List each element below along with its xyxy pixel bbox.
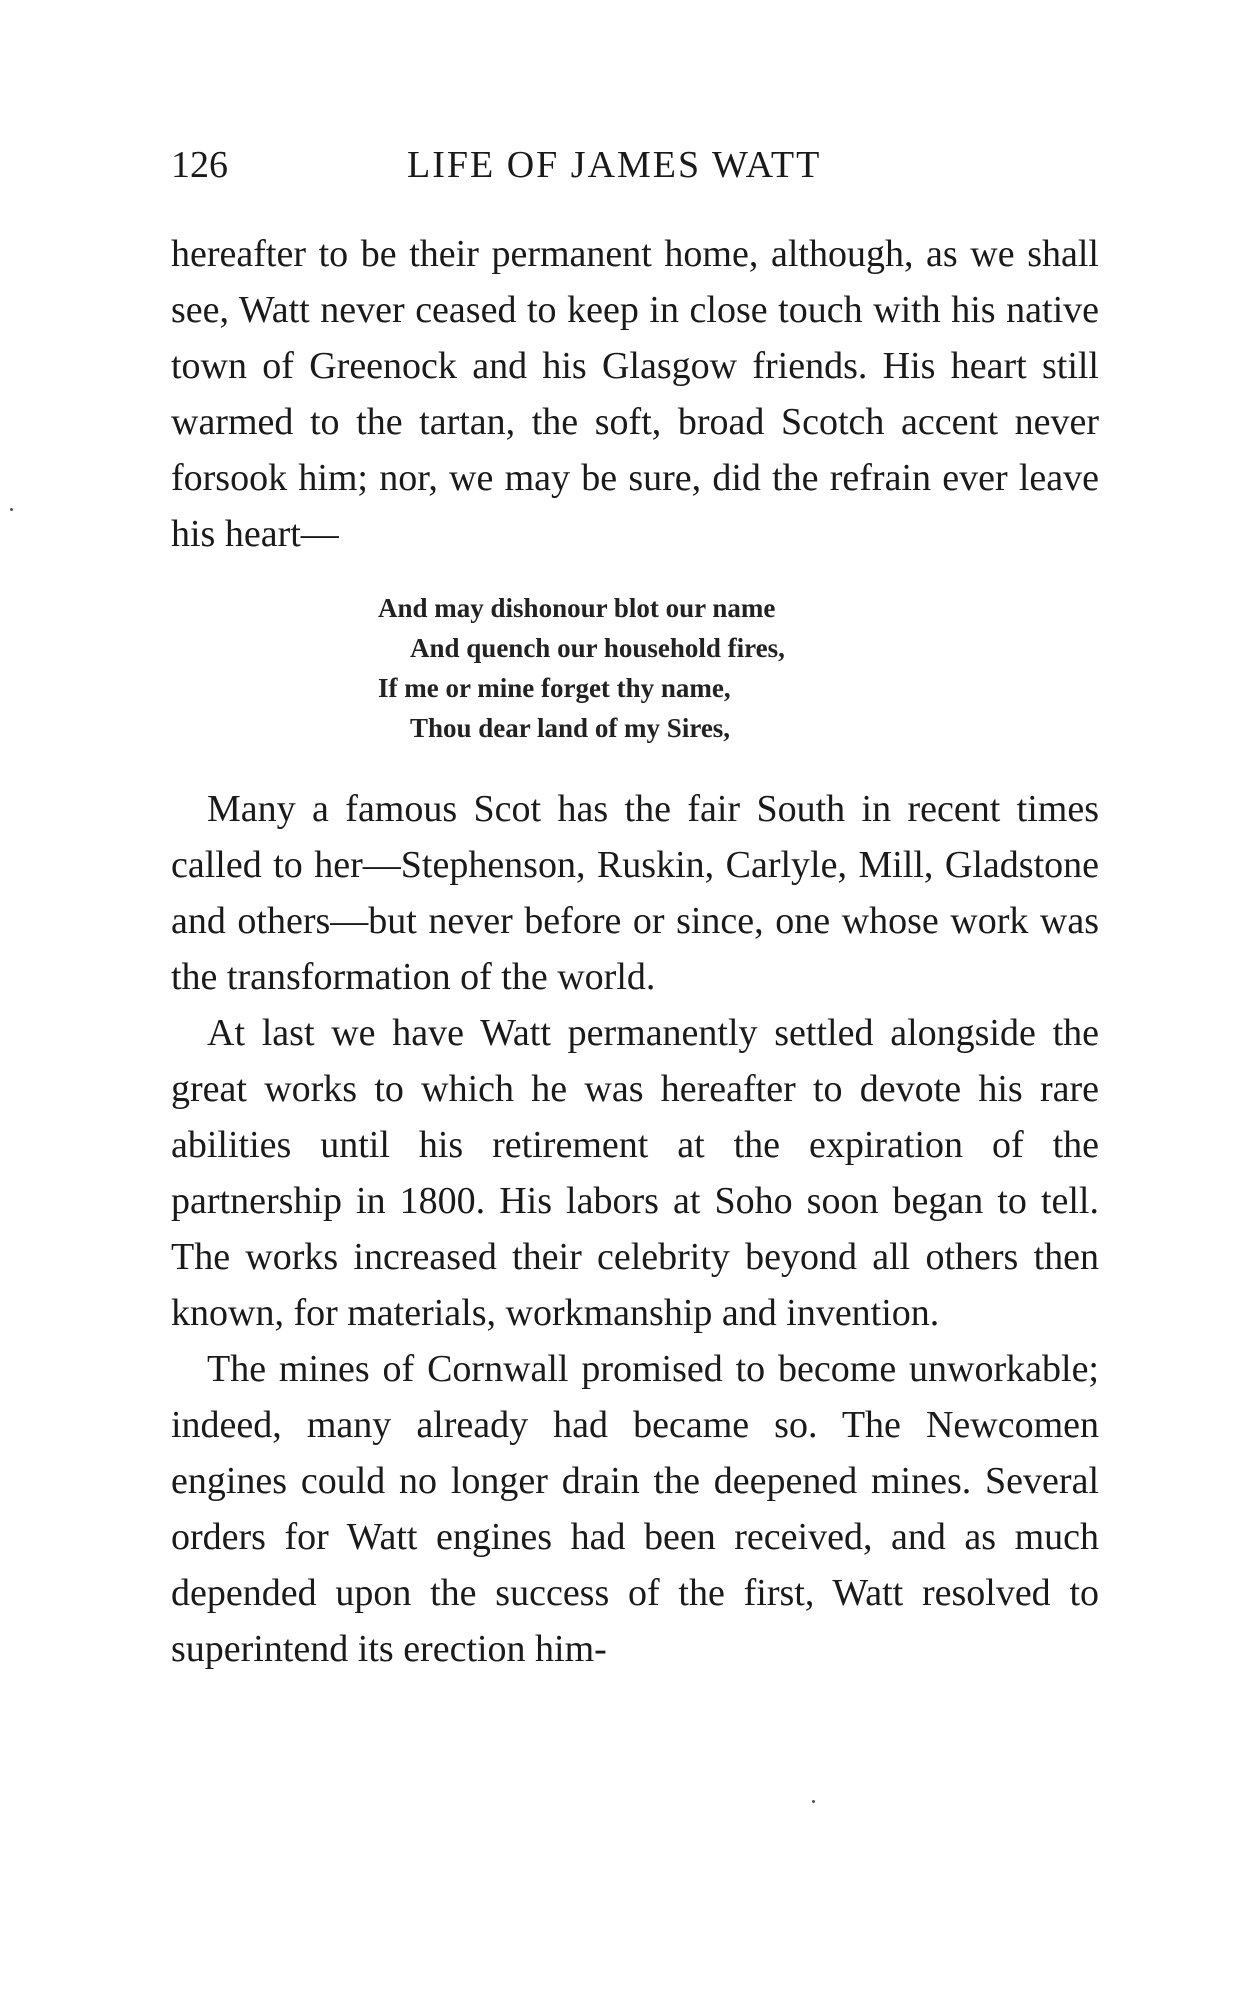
- opening-paragraph: hereafter to be their permanent home, although, as we shall see, Watt never ceased to keep in close touch with his native town of Greenock and his Glasgow friends. His heart still warmed to the tartan, the soft, broad Scotch accent never forsook him; nor, we may be sure, did the refrain ever leave his heart—: [171, 233, 1099, 555]
- scan-speck: [812, 1800, 815, 1803]
- text-block-main: [171, 781, 1099, 1677]
- verse-quotation: [378, 588, 785, 748]
- text-block-top: [171, 226, 1099, 562]
- verse-line: And may dishonour blot our name: [378, 593, 776, 623]
- paragraph-cornwall-mines: The mines of Cornwall promised to become unworkable; indeed, many already had became so. The Newcomen engines could no longer drain the deepened mines. Several orders for Watt engines had been received, and as much depended upon the success of the first, Watt resolved to superintend its erection him-: [171, 1348, 1099, 1670]
- verse-line: If me or mine forget thy name,: [378, 673, 731, 703]
- running-title: LIFE OF JAMES WATT: [407, 144, 822, 186]
- paragraph-famous-scots: Many a famous Scot has the fair South in recent times called to her—Stephenson, Ruskin, Carlyle, Mill, Gladstone and others—but never before or since, one whose work was the transformation of the world.: [171, 788, 1099, 998]
- scan-speck: [10, 508, 13, 511]
- verse-line: And quench our household fires,: [410, 633, 785, 663]
- page-header: [171, 140, 1101, 190]
- verse-line: Thou dear land of my Sires,: [410, 713, 731, 743]
- paragraph-soho-settlement: At last we have Watt permanently settled alongside the great works to which he was hereafter to devote his rare abilities until his retirement at the expiration of the partnership in 1800. His labors at Soho soon began to tell. The works increased their celebrity beyond all others then known, for materials, workmanship and invention.: [171, 1012, 1099, 1334]
- page-number: 126: [171, 144, 228, 186]
